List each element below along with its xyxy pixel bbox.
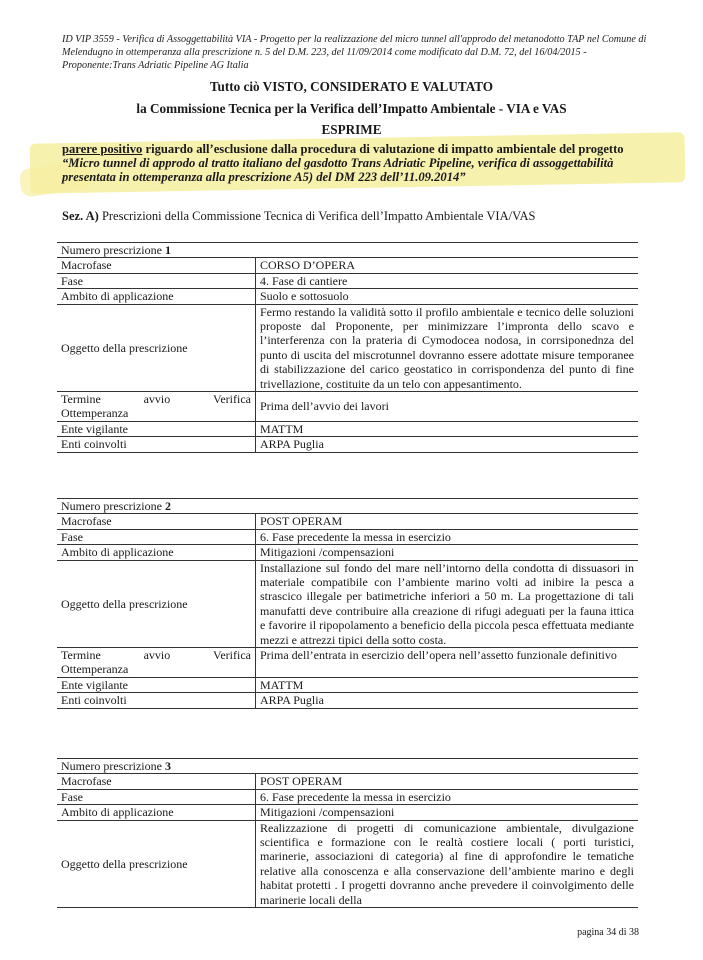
prescrizione-table-3: Numero prescrizione 3 Macrofase POST OPERAM Fase 6. Fase precedente la messa in esercizio Ambito di applicazione Mitigazioni /compensazioni Oggetto della prescrizione Realizzazione di progetti di comunicazione ambientale, divulgazione scientifica e formazione con le realtà costiere locali ( porti turistici, marinerie, associazioni di categoria) al fine di approfondire le tematiche relative alla conoscenza e alla conservazione dell’ambiente marino e degli habitat protetti . I progetti dovranno anche prevedere il coinvolgimento delle marinerie locali della [57, 758, 638, 908]
heading-commissione: la Commissione Tecnica per la Verifica dell’Impatto Ambientale - VIA e VAS [136, 101, 567, 116]
numero-row: Numero prescrizione 1 [57, 243, 638, 258]
heading-esprime: ESPRIME [321, 122, 382, 137]
heading-visto: Tutto ciò VISTO, CONSIDERATO E VALUTATO [209, 79, 494, 94]
document-header: ID VIP 3559 - Verifica di Assoggettabilità VIA - Progetto per la realizzazione del micro tunnel all'approdo del metanodotto TAP nel Comune di Melendugno in ottemperanza alla prescrizione n. 5 del D.M. 223, del 11/09/2014 come modificato dal D.M. 72, del 16/04/2015 - Proponente:Trans Adriatic Pipeline AG Italia [62, 34, 647, 71]
parere-positivo: parere positivo [62, 142, 143, 156]
numero-row: Numero prescrizione 2 [57, 499, 638, 514]
numero-row: Numero prescrizione 3 [57, 759, 638, 774]
parere-paragraph: parere positivo riguardo all’esclusione dalla procedura di valutazione di impatto ambientale del progetto “Micro tunnel di approdo al tratto italiano del gasdotto Trans Adriatic Pipeline, verifica di assoggettabilità presentata in ottemperanza alla prescrizione A5) del DM 223 dell’11.09.2014” [62, 142, 624, 184]
prescrizione-table-2: Numero prescrizione 2 Macrofase POST OPERAM Fase 6. Fase precedente la messa in esercizio Ambito di applicazione Mitigazioni /compensazioni Oggetto della prescrizione Installazione sul fondo del mare nell’intorno della condotta di dissuasori in materiale compatibile con l’ambiente marino volti ad inibire la pesca a strascico illegale per batimetriche inferiori a 50 m. La progettazione di tali manufatti deve contribuire alla creazione di rifugi adeguati per la fauna ittica e favorire il ripopolamento a beneficio della piccola pesca effettuata mediante mezzi e attrezzi tipici della sotto costa. Termine avvio Verifica Ottemperanza Prima dell’entrata in esercizio dell’opera nell’assetto funzionale definitivo Ente vigilante MATTM Enti coinvolti ARPA Puglia [57, 498, 638, 709]
section-title: Sez. A) Prescrizioni della Commissione Tecnica di Verifica dell’Impatto Ambientale VIA/VAS [62, 209, 536, 223]
prescrizione-table-1: Numero prescrizione 1 Macrofase CORSO D’OPERA Fase 4. Fase di cantiere Ambito di applicazione Suolo e sottosuolo Oggetto della prescrizione Fermo restando la validità sotto il profilo ambientale e tecnico delle soluzioni proposte dal Proponente, per minimizzare l’impronta dello scavo e l’interferenza con la prateria di Cymodocea nodosa, in corrsiponednza del punto di uscita del miscrotunnel dovranno essere adottate misure temporanee di stabilizzazione del carico geostatico in corrispondenza del punto di fine trivellazione, costituite da un telo con appesantimento. Termine avvio Verifica Ottemperanza Prima dell’avvio dei lavori Ente vigilante MATTM Enti coinvolti ARPA Puglia [57, 242, 638, 453]
page-number: pagina 34 di 38 [577, 927, 639, 938]
